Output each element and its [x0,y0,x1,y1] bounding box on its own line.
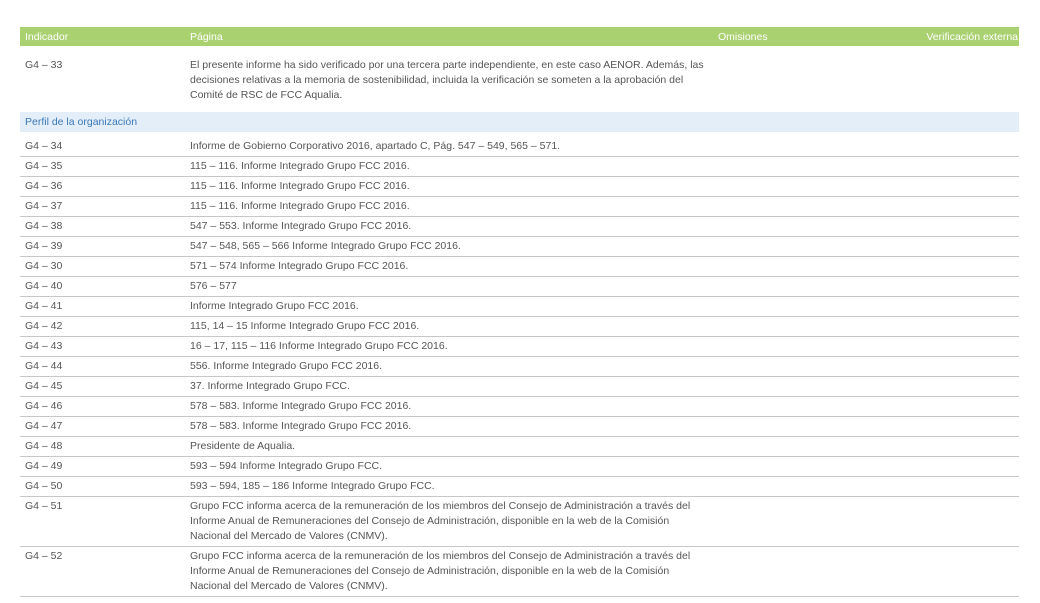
row-text: 16 – 17, 115 – 116 Informe Integrado Grupo FCC 2016. [190,340,448,352]
row-indicator: G4 – 37 [25,200,63,212]
row-indicator: G4 – 49 [25,460,63,472]
row-indicator: G4 – 40 [25,280,63,292]
row-indicator: G4 – 36 [25,180,63,192]
table-row [20,177,1019,197]
row-text: El presente informe ha sido verificado por una tercera parte independiente, en este caso AENOR. Además, las decisiones relativas a la memoria de sostenibilidad, incluida la verificación se someten a la aprobación del Comité de RSC de FCC Aqualia. [190,59,704,101]
gri-index-table [20,27,1019,597]
table-row [20,337,1019,357]
row-indicator: G4 – 51 [25,500,63,512]
table-row [20,457,1019,477]
row-text: Informe Integrado Grupo FCC 2016. [190,300,359,312]
row-text: 578 – 583. Informe Integrado Grupo FCC 2016. [190,420,412,432]
row-text: Grupo FCC informa acerca de la remuneración de los miembros del Consejo de Administración a través del Informe Anual de Remuneraciones del Consejo de Administración, disponible en la web de la Comisión Nacional del Mercado de Valores (CNMV). [190,500,691,542]
row-text: 571 – 574 Informe Integrado Grupo FCC 2016. [190,260,409,272]
row-text: 578 – 583. Informe Integrado Grupo FCC 2016. [190,400,412,412]
table-header [20,27,1019,46]
table-row [20,297,1019,317]
row-indicator: G4 – 34 [25,140,63,152]
row-indicator: G4 – 39 [25,240,63,252]
table-body [20,132,1019,597]
header-verificacion: Verificación externa [926,30,1018,43]
row-indicator: G4 – 33 [25,59,63,71]
row-text: 115, 14 – 15 Informe Integrado Grupo FCC 2016. [190,320,420,332]
row-text: 115 – 116. Informe Integrado Grupo FCC 2016. [190,180,410,192]
header-pagina: Página [190,30,223,43]
table-row [20,397,1019,417]
row-text: 556. Informe Integrado Grupo FCC 2016. [190,360,383,372]
row-indicator: G4 – 46 [25,400,63,412]
table-row [20,46,1019,105]
row-text: Presidente de Aqualia. [190,440,296,452]
row-indicator: G4 – 38 [25,220,63,232]
table-row [20,377,1019,397]
row-indicator: G4 – 41 [25,300,63,312]
row-text: 547 – 553. Informe Integrado Grupo FCC 2016. [190,220,412,232]
row-text: 576 – 577 [190,280,237,292]
table-row [20,237,1019,257]
table-row [20,417,1019,437]
table-row [20,477,1019,497]
row-text: 547 – 548, 565 – 566 Informe Integrado Grupo FCC 2016. [190,240,461,252]
row-indicator: G4 – 52 [25,550,63,562]
row-indicator: G4 – 35 [25,160,63,172]
table-row [20,197,1019,217]
header-indicador: Indicador [25,30,69,43]
header-omisiones: Omisiones [718,30,768,43]
row-indicator: G4 – 42 [25,320,63,332]
row-text: 115 – 116. Informe Integrado Grupo FCC 2016. [190,200,410,212]
table-row [20,217,1019,237]
table-row [20,497,1019,547]
row-text: 593 – 594, 185 – 186 Informe Integrado Grupo FCC. [190,480,435,492]
table-row [20,317,1019,337]
row-indicator: G4 – 47 [25,420,63,432]
table-row [20,157,1019,177]
row-indicator: G4 – 48 [25,440,63,452]
table-row [20,357,1019,377]
section-title: Perfil de la organización [20,112,1019,132]
table-row [20,547,1019,597]
table-row [20,437,1019,457]
row-text: Informe de Gobierno Corporativo 2016, apartado C, Pág. 547 – 549, 565 – 571. [190,140,561,152]
row-text: 37. Informe Integrado Grupo FCC. [190,380,350,392]
row-indicator: G4 – 50 [25,480,63,492]
row-text: 593 – 594 Informe Integrado Grupo FCC. [190,460,383,472]
row-indicator: G4 – 43 [25,340,63,352]
table-row [20,257,1019,277]
row-indicator: G4 – 45 [25,380,63,392]
row-indicator: G4 – 30 [25,260,63,272]
row-text: Grupo FCC informa acerca de la remuneración de los miembros del Consejo de Administración a través del Informe Anual de Remuneraciones del Consejo de Administración, disponible en la web de la Comisión Nacional del Mercado de Valores (CNMV). [190,550,691,592]
row-indicator: G4 – 44 [25,360,63,372]
table-row [20,132,1019,157]
row-text: 115 – 116. Informe Integrado Grupo FCC 2016. [190,160,410,172]
table-row [20,277,1019,297]
